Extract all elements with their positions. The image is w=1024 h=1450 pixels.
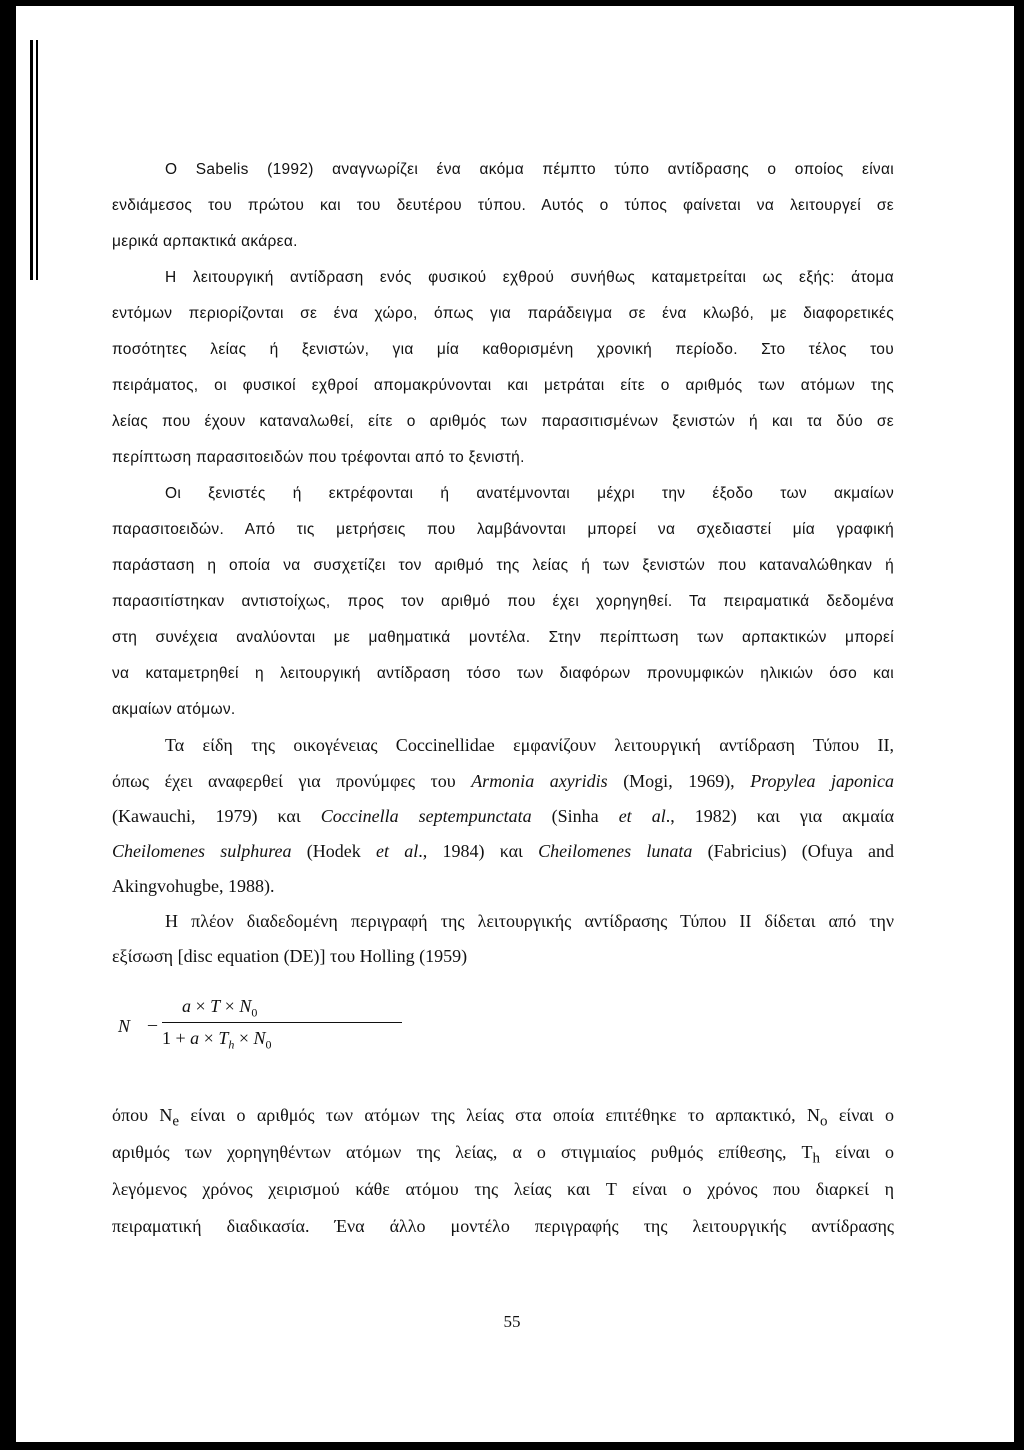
text-line: Akingvohugbe, 1988).	[112, 876, 275, 896]
formula-denominator: $1 + a \times T_h \times N_0$	[162, 1028, 272, 1052]
species-name: Coccinella septempunctata	[320, 806, 532, 826]
text-line: εξίσωση [disc equation (DE)] του Holling (1959)	[112, 946, 468, 966]
species-name: Cheilomenes sulphurea	[112, 841, 292, 861]
species-name: Propylea japonica	[750, 771, 894, 791]
text-line: ακμαίων ατόμων.	[112, 701, 236, 718]
text-line: όπως έχει αναφερθεί για προνύμφες του Armonia axyridis (Mogi, 1969), Propylea japonica	[112, 771, 894, 791]
text-line: όπου $N_e$ είναι ο αριθμός των ατόμων της λείας στα οποία επιτέθηκε το αρπακτικό, $N_o$ είναι ο	[112, 1105, 894, 1130]
text-line: παρασιτοειδών. Από τις μετρήσεις που λαμβάνονται μπορεί να σχεδιαστεί μία γραφική	[112, 521, 894, 538]
fraction-bar	[162, 1022, 402, 1023]
text-line: στη συνέχεια αναλύονται με μαθηματικά μοντέλα. Στην περίπτωση των αρπακτικών μπορεί	[112, 629, 894, 646]
formula-numerator: $a \times T \times N_0$	[182, 996, 258, 1020]
text-line: παράσταση η οποία να συσχετίζει τον αριθμό της λείας ή των ξενιστών που καταναλώθηκαν ή	[112, 557, 894, 574]
text-line: περίπτωση παρασιτοειδών που τρέφονται από το ξενιστή.	[112, 449, 525, 466]
holling-disc-equation	[118, 990, 338, 1070]
formula-operator: –	[148, 1014, 157, 1034]
text-line: να καταμετρηθεί η λειτουργική αντίδραση τόσο των διαφόρων προνυμφικών ηλικιών όσο και	[112, 665, 894, 682]
text-line: Τα είδη της οικογένειας Coccinellidae εμφανίζουν λειτουργική αντίδραση Τύπου II,	[165, 735, 894, 755]
text-line: (Kawauchi, 1979) και Coccinella septempunctata (Sinha et al., 1982) και για ακμαία	[112, 806, 895, 826]
species-name: Armonia axyridis	[471, 771, 608, 791]
scan-edge-bottom	[0, 1442, 1024, 1450]
text-line: Η λειτουργική αντίδραση ενός φυσικού εχθρού συνήθως καταμετρείται ως εξής: άτομα	[165, 269, 894, 286]
margin-mark	[36, 40, 38, 280]
text-line: εντόμων περιορίζονται σε ένα χώρο, όπως για παράδειγμα σε ένα κλωβό, με διαφορετικές	[112, 305, 894, 322]
text-line: ποσότητες λείας ή ξενιστών, για μία καθορισμένη χρονική περίοδο. Στο τέλος του	[112, 341, 894, 358]
species-name: Cheilomenes lunata	[538, 841, 693, 861]
text-line: αριθμός των χορηγηθέντων ατόμων της λείας, α ο στιγμιαίος ρυθμός επίθεσης, $T_h$ είναι ο	[112, 1142, 894, 1167]
margin-mark	[30, 40, 33, 280]
text-line: Οι ξενιστές ή εκτρέφονται ή ανατέμνονται μέχρι την έξοδο των ακμαίων	[165, 485, 894, 502]
text-line: λεγόμενος χρόνος χειρισμού κάθε ατόμου της λείας και T είναι ο χρόνος που διαρκεί η	[112, 1179, 894, 1199]
text-line: πειράματος, οι φυσικοί εχθροί απομακρύνονται και μετράται είτε ο αριθμός των ατόμων της	[112, 377, 894, 394]
formula-lhs: N	[118, 1016, 131, 1036]
text-line: μερικά αρπακτικά ακάρεα.	[112, 233, 298, 250]
scan-edge-top	[0, 0, 1024, 6]
scan-edge-right	[1014, 0, 1024, 1450]
scan-edge-left	[0, 0, 16, 1450]
text-line: ενδιάμεσος του πρώτου και του δευτέρου τύπου. Αυτός ο τύπος φαίνεται να λειτουργεί σε	[112, 197, 894, 214]
page-number: 55	[503, 1312, 521, 1331]
text-line: παρασιτίστηκαν αντιστοίχως, προς τον αριθμό που έχει χορηγηθεί. Τα πειραματικά δεδομένα	[112, 593, 894, 610]
text-line: λείας που έχουν καταναλωθεί, είτε ο αριθμός των παρασιτισμένων ξενιστών ή και τα δύο σε	[112, 413, 894, 430]
text-line: πειραματική διαδικασία. Ένα άλλο μοντέλο περιγραφής της λειτουργικής αντίδρασης	[112, 1216, 894, 1236]
text-line: Η πλέον διαδεδομένη περιγραφή της λειτουργικής αντίδρασης Τύπου II δίδεται από την	[165, 911, 894, 931]
text-line: Ο Sabelis (1992) αναγνωρίζει ένα ακόμα πέμπτο τύπο αντίδρασης ο οποίος είναι	[165, 161, 894, 178]
text-line: Cheilomenes sulphurea (Hodek et al., 1984) και Cheilomenes lunata (Fabricius) (Ofuya and	[112, 841, 894, 861]
